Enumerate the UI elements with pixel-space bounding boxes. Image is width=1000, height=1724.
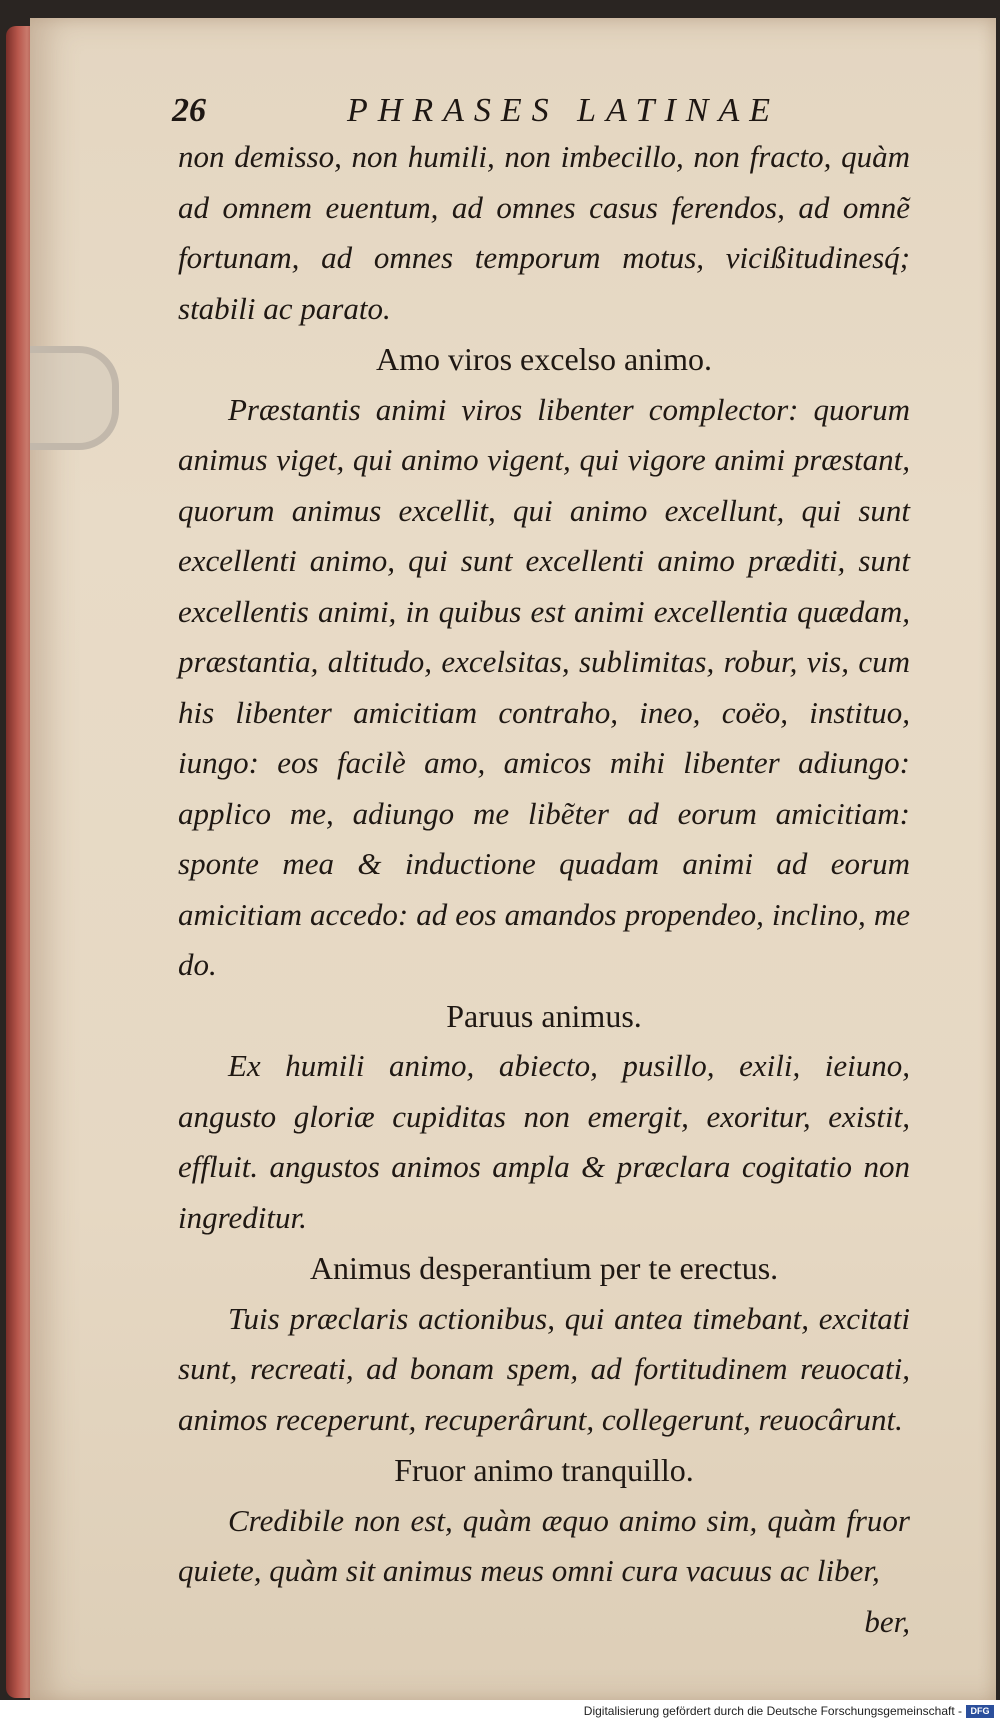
footer-credit: Digitalisierung gefördert durch die Deutsche Forschungsgemeinschaft - — [583, 1704, 962, 1718]
catchword: ber, — [864, 1603, 910, 1639]
running-head: PHRASES LATINAE — [347, 92, 780, 129]
page-number: 26 — [172, 92, 206, 129]
paper-clip — [30, 346, 119, 450]
paragraph: Ex humili animo, abiecto, pusillo, exili, ieiuno, angusto gloriæ cupiditas non emergit, exoritur, existit, effluit. angustos animos ampla & præclara cogitatio non ingreditur. — [178, 1048, 910, 1235]
section-heading: Amo viros excelso animo. — [376, 341, 712, 377]
section-heading: Animus desperantium per te erectus. — [309, 1250, 779, 1286]
paragraph: Tuis præclaris actionibus, qui antea timebant, excitati sunt, recreati, ad bonam spem, ad fortitudinem reuocati, animos receperunt, recuperârunt, collegerunt, reuocârunt. — [178, 1300, 910, 1437]
text-block — [178, 132, 910, 1647]
section-heading: Fruor animo tranquillo. — [394, 1452, 694, 1488]
section-heading: Paruus animus. — [446, 997, 642, 1034]
paragraph: Credibile non est, quàm æquo animo sim, quàm fruor quiete, quàm sit animus meus omni cura vacuus ac liber, — [178, 1502, 910, 1588]
dfg-logo: DFG — [966, 1705, 994, 1718]
page-header — [172, 92, 812, 136]
paragraph: Præstantis animi viros libenter complector: quorum animus viget, qui animo vigent, qui vigore animi præstant, quorum animus excellit, qui animo excellunt, qui sunt excellenti animo, qui sunt excellenti animo præditi, sunt excellentis animi, in quibus est animi excellentia quædam, præstantia, altitudo, excelsitas, sublimitas, robur, vis, cum his libenter amicitiam contraho, ineo, coëo, instituo, iungo: eos facilè amo, amicos mihi libenter adiungo: applico me, adiungo me libẽter ad eorum amicitiam: sponte mea & inductione quadam animi ad eorum amicitiam accedo: ad eos amandos propendeo, inclino, me do. — [178, 391, 910, 982]
footer-bar — [0, 1700, 1000, 1724]
paragraph: non demisso, non humili, non imbecillo, non fracto, quàm ad omnem euentum, ad omnes casus ferendos, ad omnẽ fortunam, ad omnes temporum motus, vicißitudinesq́; stabili ac parato. — [178, 139, 910, 326]
